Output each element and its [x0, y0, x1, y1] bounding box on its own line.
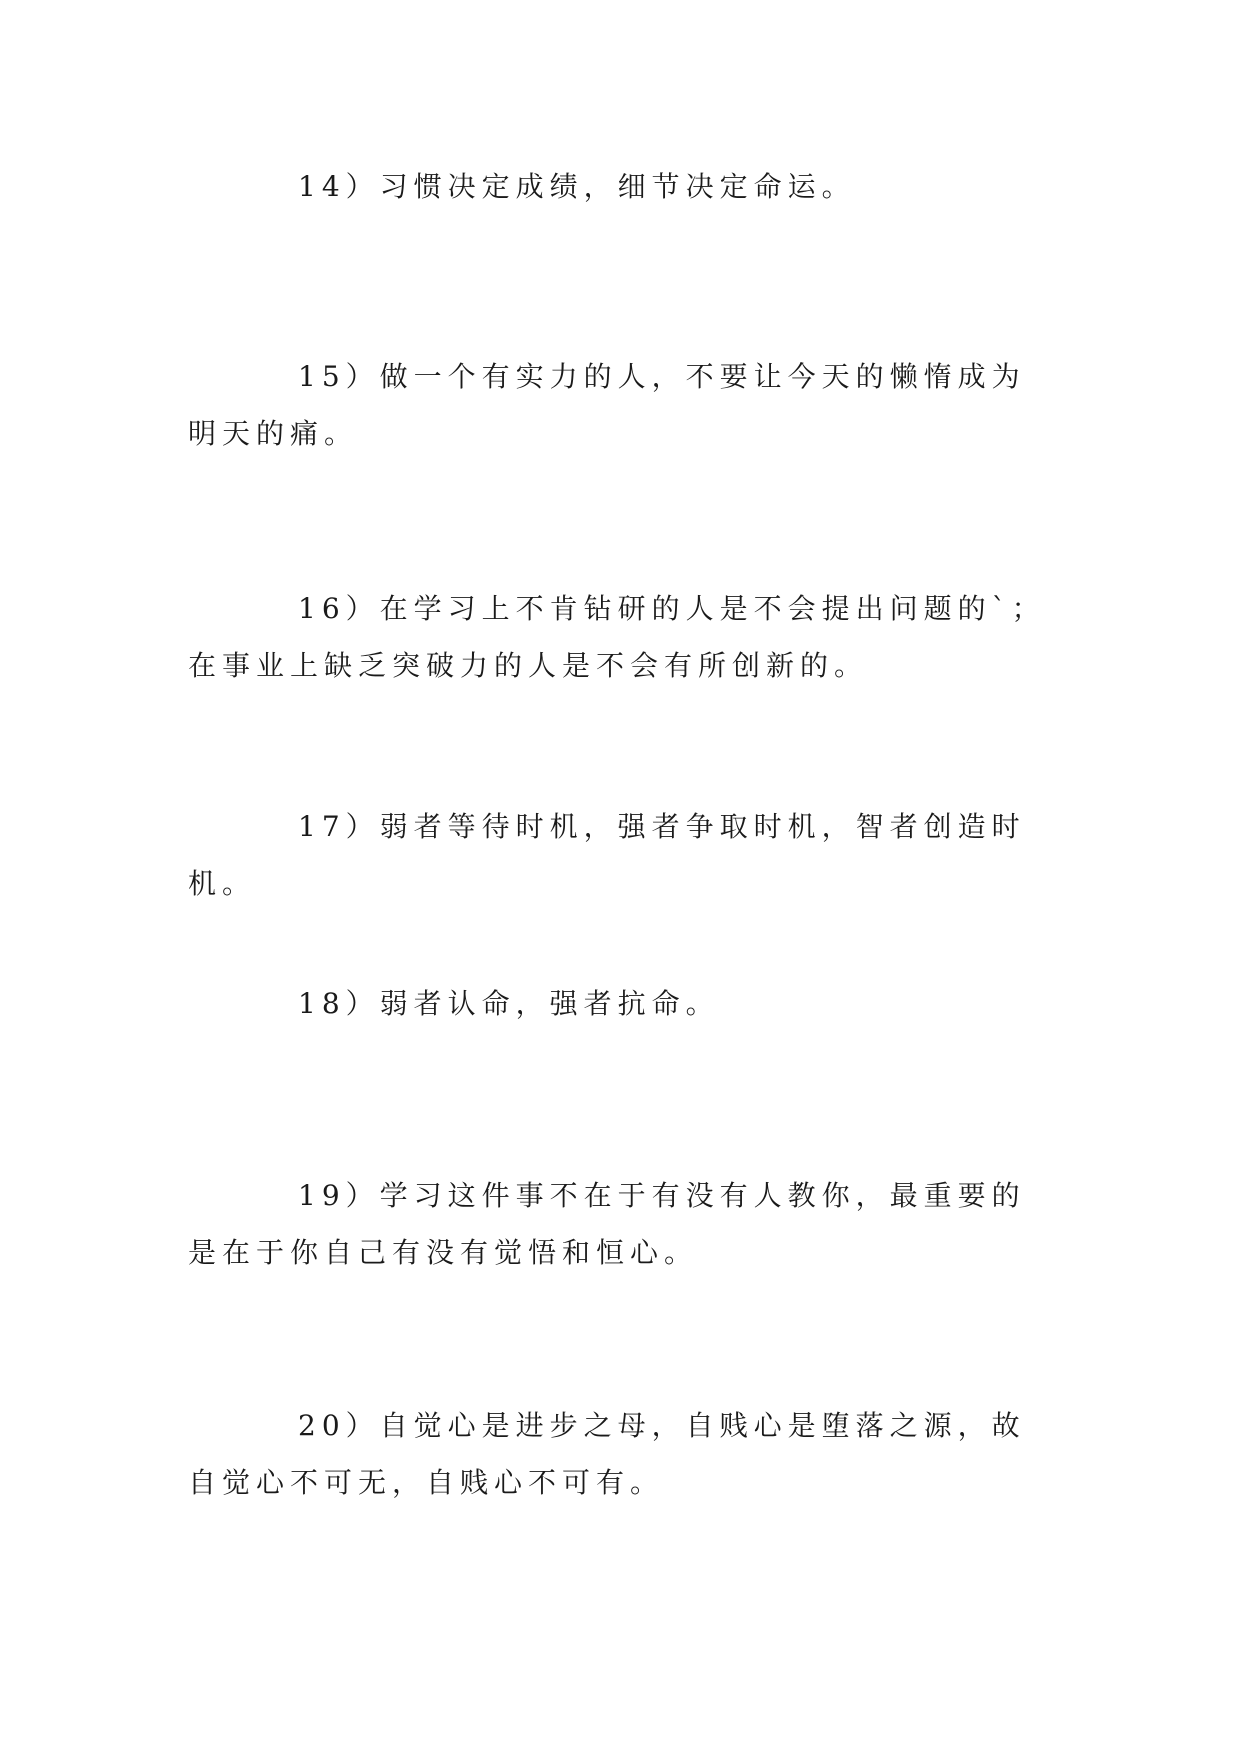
paragraph-19: 19）学习这件事不在于有没有人教你，最重要的是在于你自己有没有觉悟和恒心。 — [188, 1179, 1026, 1269]
paragraph-15: 15）做一个有实力的人，不要让今天的懒惰成为明天的痛。 — [188, 360, 1026, 450]
paragraph-14: 14）习惯决定成绩，细节决定命运。 — [298, 170, 856, 203]
paragraph-16: 16）在学习上不肯钻研的人是不会提出问题的`；在事业上缺乏突破力的人是不会有所创新的。 — [188, 592, 1046, 682]
paragraph-17: 17）弱者等待时机，强者争取时机，智者创造时机。 — [188, 810, 1026, 900]
paragraph-18: 18）弱者认命，强者抗命。 — [298, 987, 720, 1020]
paragraph-20: 20）自觉心是进步之母，自贱心是堕落之源，故自觉心不可无，自贱心不可有。 — [188, 1409, 1026, 1499]
